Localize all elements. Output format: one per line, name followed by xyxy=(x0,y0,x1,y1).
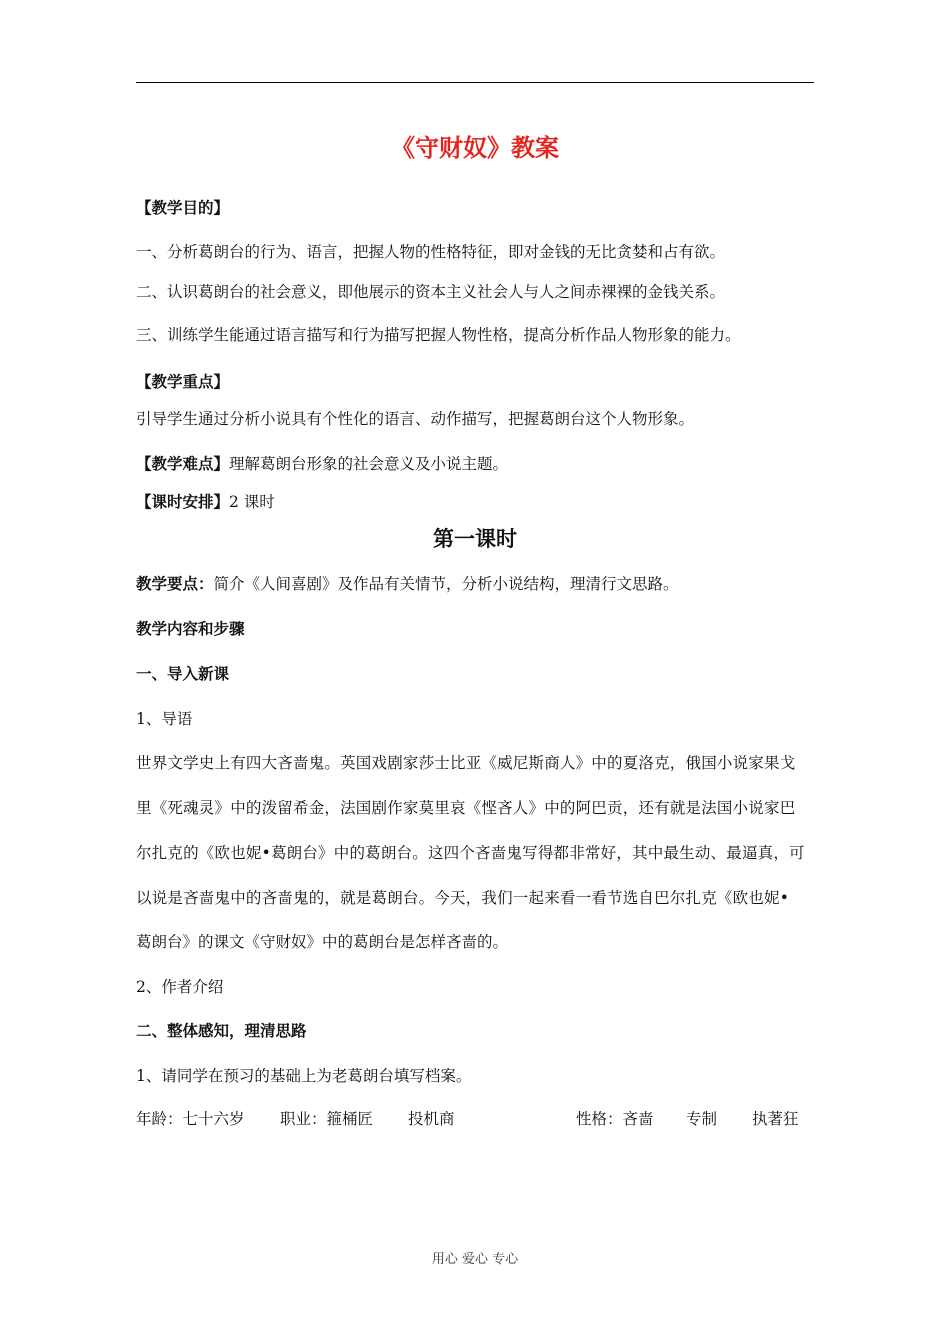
points-text: 简介《人间喜剧》及作品有关情节，分析小说结构，理清行文思路。 xyxy=(213,575,679,593)
difficulty-line xyxy=(136,454,508,474)
file-trait: 性格：吝啬 xyxy=(576,1110,654,1128)
header-rule xyxy=(136,82,814,83)
goal-2: 二、认识葛朗台的社会意义，即他展示的资本主义社会人与人之间赤裸裸的金钱关系。 xyxy=(136,283,726,301)
difficulty-label: 【教学难点】 xyxy=(136,454,230,473)
schedule-line xyxy=(136,492,275,512)
schedule-label: 【课时安排】 xyxy=(136,492,230,511)
goal-3: 三、训练学生能通过语言描写和行为描写把握人物性格，提高分析作品人物形象的能力。 xyxy=(136,326,741,344)
lesson-title: 第一课时 xyxy=(433,527,517,551)
file-job: 职业：箍桶匠 xyxy=(280,1110,374,1128)
section-heading-1: 一、导入新课 xyxy=(136,664,230,683)
intro-line-4: 以说是吝啬鬼中的吝啬鬼的，就是葛朗台。今天，我们一起来看一看节选自巴尔扎克《欧也妮• xyxy=(136,889,790,907)
schedule-text: 2 课时 xyxy=(229,493,275,511)
intro-line-5: 葛朗台》的课文《守财奴》中的葛朗台是怎样吝啬的。 xyxy=(136,933,509,951)
points-label: 教学要点： xyxy=(136,574,214,593)
intro-line-1: 世界文学史上有四大吝啬鬼。英国戏剧家莎士比亚《威尼斯商人》中的夏洛克，俄国小说家果戈 xyxy=(136,754,796,772)
difficulty-text: 理解葛朗台形象的社会意义及小说主题。 xyxy=(229,455,509,473)
intro-line-3: 尔扎克的《欧也妮•葛朗台》中的葛朗台。这四个吝啬鬼写得都非常好，其中最生动、最逼真，可 xyxy=(136,844,805,862)
file-trait-2: 专制 xyxy=(686,1110,718,1128)
key-label: 【教学重点】 xyxy=(136,372,230,391)
intro-line-2: 里《死魂灵》中的泼留希金，法国剧作家莫里哀《悭吝人》中的阿巴贡，还有就是法国小说家巴 xyxy=(136,799,796,817)
document-title: 《守财奴》教案 xyxy=(391,134,559,162)
task-1: 1、请同学在预习的基础上为老葛朗台填写档案。 xyxy=(136,1067,472,1085)
file-age: 年龄：七十六岁 xyxy=(136,1110,245,1128)
page-footer: 用心 爱心 专心 xyxy=(431,1252,519,1267)
points-line xyxy=(136,574,679,594)
section-heading-2: 二、整体感知，理清思路 xyxy=(136,1021,307,1040)
subheading-author: 2、作者介绍 xyxy=(136,978,224,996)
key-text: 引导学生通过分析小说具有个性化的语言、动作描写，把握葛朗台这个人物形象。 xyxy=(136,410,695,428)
goals-label: 【教学目的】 xyxy=(136,198,230,217)
goal-1: 一、分析葛朗台的行为、语言，把握人物的性格特征，即对金钱的无比贪婪和占有欲。 xyxy=(136,243,726,261)
file-trait-3: 执著狂 xyxy=(752,1110,799,1128)
content-heading: 教学内容和步骤 xyxy=(136,619,245,638)
subheading-intro: 1、导语 xyxy=(136,710,193,728)
file-job-2: 投机商 xyxy=(408,1110,455,1128)
